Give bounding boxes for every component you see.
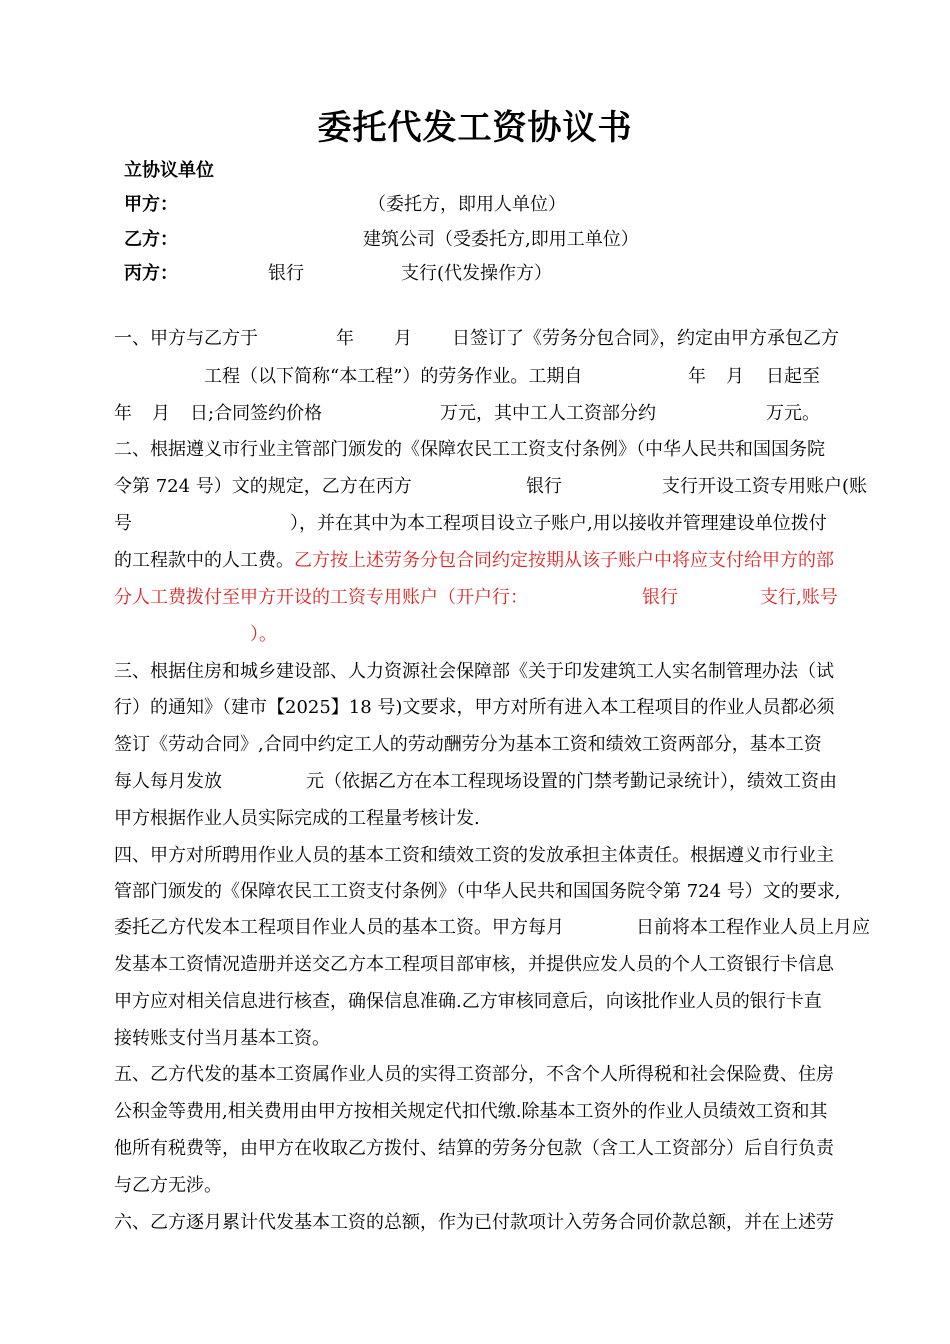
section-6-line-1: 六、乙方逐月累计代发基本工资的总额，作为已付款项计入劳务合同价款总额，并在上述劳 [114,1212,834,1233]
section-3-line-5: 甲方根据作业人员实际完成的工程量考核计发. [114,808,480,829]
section-3-line-3: 签订《劳动合同》,合同中约定工人的劳动酬劳分为基本工资和绩效工资两部分，基本工资 [114,734,822,755]
s2-l4-start: 的工程款中的人工费。 [114,550,294,571]
s1-l1-end: 日签订了《劳务分包合同》，约定由甲方承包乙方 [452,328,839,349]
s4-l3-end: 日前将本工程作业人员上月应 [636,917,870,938]
s2-l5-end: 支行,账号 [760,587,838,608]
parties-heading: 立协议单位 [124,160,214,181]
s2-l2-start: 令第 724 号）文的规定，乙方在丙方 [114,476,412,497]
section-4-line-2: 管部门颁发的《保障农民工工资支付条例》（中华人民共和国国务院令第 724 号）文的要求, [114,881,841,902]
s2-l3-start: 号 [114,513,132,534]
party-c-bank: 银行 [268,263,304,284]
party-b-label: 乙方： [124,229,178,250]
section-4-line-5: 甲方应对相关信息进行核查，确保信息准确.乙方审核同意后，向该批作业人员的银行卡直 [114,991,822,1012]
s1-l3-end: 万元。 [766,403,820,424]
party-c-text: 支行(代发操作方） [401,263,553,284]
section-4-line-6: 接转账支付当月基本工资。 [114,1028,330,1049]
s1-l1-year: 年 [336,328,354,349]
section-5-line-2: 公积金等费用,相关费用由甲方按相关规定代扣代缴.除基本工资外的作业人员绩效工资和其 [114,1101,828,1122]
s3-l4-start: 每人每月发放 [114,771,222,792]
section-4-line-4: 发基本工资情况造册并送交乙方本工程项目部审核，并提供应发人员的个人工资银行卡信息 [114,954,834,975]
s3-l4-end: 元（依据乙方在本工程现场设置的门禁考勤记录统计），绩效工资由 [306,771,837,792]
section-2-line-1: 二、根据遵义市行业主管部门颁发的《保障农民工工资支付条例》（中华人民共和国国务院 [114,439,825,460]
party-a-label: 甲方： [124,194,178,215]
s2-l5-bank: 银行 [642,587,678,608]
s1-l2-start: 工程（以下简称“本工程”）的劳务作业。工期自 [204,366,583,387]
party-a-text: （委托方，即用人单位） [368,194,566,215]
s1-l3-wage: 万元，其中工人工资部分约 [440,403,656,424]
s2-l5-start: 分人工费拨付至甲方开设的工资专用账户（开户行： [114,587,528,608]
s1-l1-month: 月 [394,328,412,349]
s2-l2-end: 支行开设工资专用账户(账 [662,476,868,497]
section-4-line-1: 四、甲方对所聘用作业人员的基本工资和绩效工资的发放承担主体责任。根据遵义市行业主 [114,845,834,866]
s2-l3-end: ），并在其中为本工程项目设立子账户,用以接收并管理建设单位拨付 [290,513,827,534]
s2-l2-bank: 银行 [526,476,562,497]
section-5-line-4: 与乙方无涉。 [114,1175,222,1196]
s1-l2-month: 月 [726,366,744,387]
s1-l2-end: 日起至 [766,366,820,387]
party-b-text: 建筑公司（受委托方,即用工单位） [363,229,639,250]
section-5-line-1: 五、乙方代发的基本工资属作业人员的实得工资部分，不含个人所得税和社会保险费、住房 [114,1064,834,1085]
document-title: 委托代发工资协议书 [317,108,633,148]
s1-l3-year: 年 [114,403,132,424]
s1-l1-start: 一、甲方与乙方于 [114,328,258,349]
party-c-label: 丙方： [124,263,178,284]
s1-l3-price: 日;合同签约价格 [190,403,323,424]
s1-l2-year: 年 [688,366,706,387]
section-3-line-2: 行）的通知》（建市【2025】18 号)文要求，甲方对所有进入本工程项目的作业人员都必须 [114,697,835,718]
section-2-line-4 [114,548,834,574]
s4-l3-start: 委托乙方代发本工程项目作业人员的基本工资。甲方每月 [114,917,564,938]
s2-l4-red: 乙方按上述劳务分包合同约定按期从该子账户中将应支付给甲方的部 [294,550,834,571]
s2-l6: ）。 [250,624,277,645]
section-5-line-3: 他所有税费等，由甲方在收取乙方拨付、结算的劳务分包款（含工人工资部分）后自行负责 [114,1138,834,1159]
s1-l3-month: 月 [152,403,170,424]
section-3-line-1: 三、根据住房和城乡建设部、人力资源社会保障部《关于印发建筑工人实名制管理办法（试 [114,661,834,682]
